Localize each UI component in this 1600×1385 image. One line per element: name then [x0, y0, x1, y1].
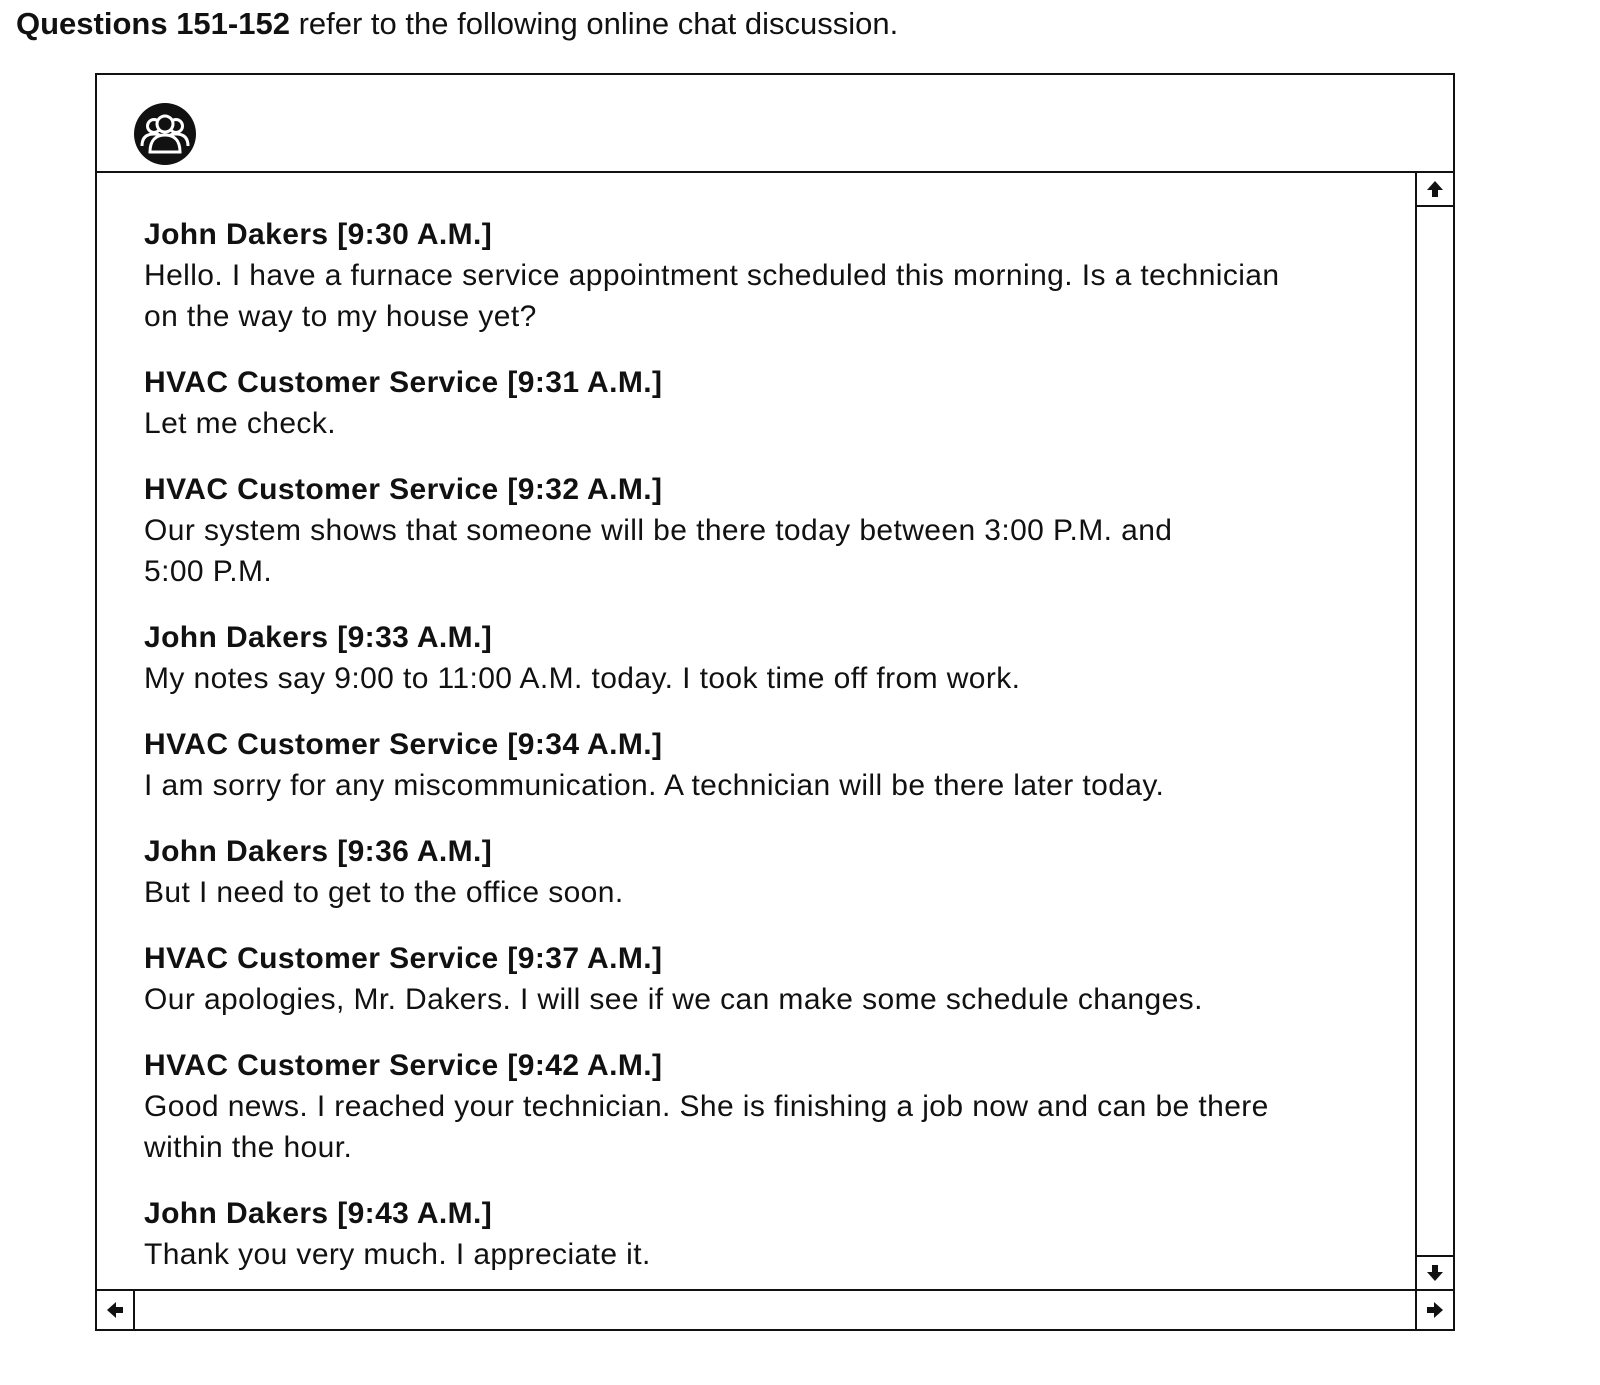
- message-sender: HVAC Customer Service [9:31 A.M.]: [144, 366, 663, 399]
- message-sender: HVAC Customer Service [9:32 A.M.]: [144, 473, 663, 506]
- message-sender: HVAC Customer Service [9:42 A.M.]: [144, 1049, 663, 1082]
- message-sender: John Dakers [9:30 A.M.]: [144, 218, 493, 251]
- message-sender: HVAC Customer Service [9:37 A.M.]: [144, 942, 663, 975]
- question-heading: [16, 2, 898, 46]
- message-text-line: Let me check.: [144, 407, 336, 440]
- message-text-line: Thank you very much. I appreciate it.: [144, 1238, 651, 1271]
- chat-window: [95, 73, 1455, 1331]
- message-text-line: Good news. I reached your technician. She is finishing a job now and can be there: [144, 1090, 1269, 1123]
- message-text-line: Hello. I have a furnace service appointment scheduled this morning. Is a technician: [144, 259, 1280, 292]
- arrow-left-icon: [106, 1301, 124, 1319]
- message-text-line: Our system shows that someone will be there today between 3:00 P.M. and: [144, 514, 1173, 547]
- arrow-up-icon: [1426, 180, 1444, 198]
- chat-message: [144, 363, 1394, 444]
- message-text-line: My notes say 9:00 to 11:00 A.M. today. I took time off from work.: [144, 662, 1021, 695]
- scroll-right-button[interactable]: [1415, 1291, 1453, 1329]
- chat-message: [144, 215, 1394, 337]
- group-icon: [133, 102, 197, 166]
- message-sender: John Dakers [9:33 A.M.]: [144, 621, 493, 654]
- chat-message: [144, 470, 1394, 592]
- scroll-down-button[interactable]: [1417, 1255, 1453, 1289]
- message-text-line: 5:00 P.M.: [144, 555, 273, 588]
- chat-message: [144, 1194, 1394, 1275]
- message-sender: John Dakers [9:36 A.M.]: [144, 835, 493, 868]
- scroll-up-button[interactable]: [1417, 173, 1453, 207]
- message-text-line: I am sorry for any miscommunication. A technician will be there later today.: [144, 769, 1165, 802]
- chat-message: [144, 618, 1394, 699]
- chat-message: [144, 939, 1394, 1020]
- chat-message: [144, 832, 1394, 913]
- arrow-right-icon: [1426, 1301, 1444, 1319]
- message-text-line: on the way to my house yet?: [144, 300, 537, 333]
- chat-message-area: [97, 173, 1415, 1289]
- message-text-line: Our apologies, Mr. Dakers. I will see if we can make some schedule changes.: [144, 983, 1203, 1016]
- question-instruction: refer to the following online chat discussion.: [289, 6, 899, 41]
- message-sender: John Dakers [9:43 A.M.]: [144, 1197, 493, 1230]
- question-number: Questions 151-152: [16, 6, 290, 41]
- scroll-left-button[interactable]: [97, 1291, 135, 1329]
- arrow-down-icon: [1426, 1264, 1444, 1282]
- message-text-line: But I need to get to the office soon.: [144, 876, 624, 909]
- chat-title-bar: [97, 75, 1453, 173]
- chat-message: [144, 1046, 1394, 1168]
- horizontal-scrollbar[interactable]: [97, 1289, 1453, 1329]
- chat-message: [144, 725, 1394, 806]
- vertical-scrollbar[interactable]: [1415, 173, 1453, 1289]
- message-sender: HVAC Customer Service [9:34 A.M.]: [144, 728, 663, 761]
- message-text-line: within the hour.: [144, 1131, 353, 1164]
- message-list: [144, 215, 1394, 1289]
